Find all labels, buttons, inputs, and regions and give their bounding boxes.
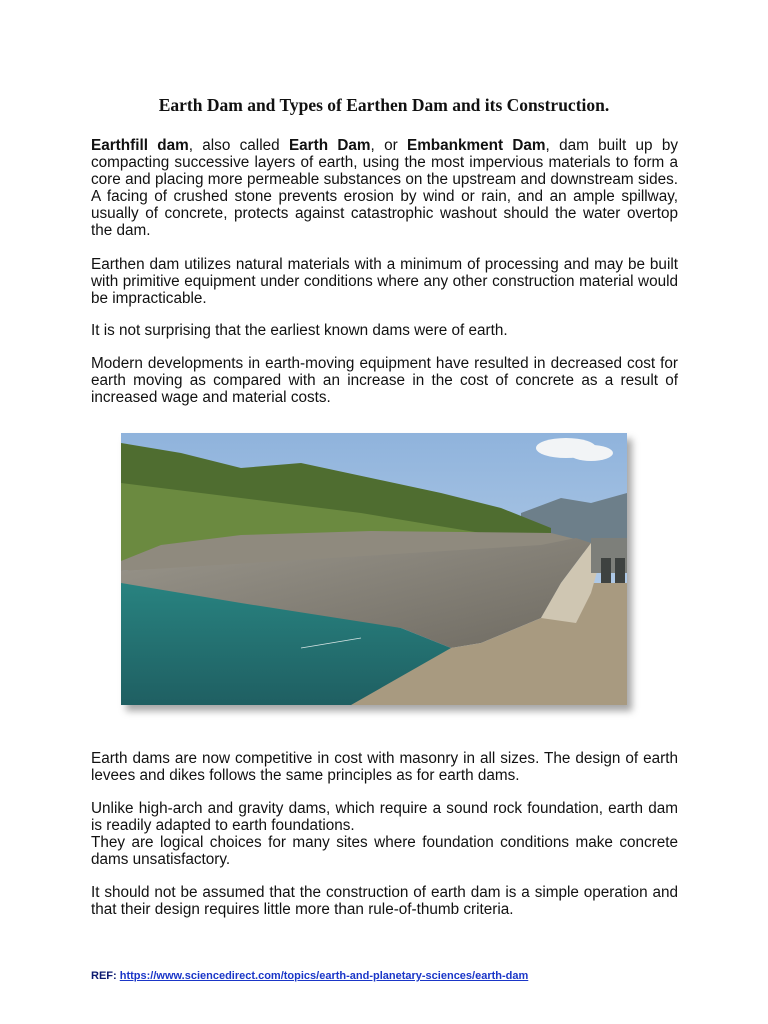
paragraph-intro-text-3: , dam built up by compacting successive layers of earth, using the most impervious materials to form a core and placing more permeable substances on the upstream and downstream sides. A facing of crushed stone prevents erosion by wind or rain, and an ample spillway, usually of concrete, protects against catastrophic washout should the water overtop the dam.	[91, 137, 679, 239]
paragraph-foundations-line-1: Unlike high-arch and gravity dams, which require a sound rock foundation, earth dam is readily adapted to earth foundations.	[91, 800, 678, 834]
paragraph-intro-text-1: , also called	[188, 137, 289, 154]
paragraph-foundations	[91, 800, 678, 868]
term-embankment-dam: Embankment Dam	[407, 137, 546, 154]
paragraph-modern-developments: Modern developments in earth-moving equipment have resulted in decreased cost for earth moving as compared with an increase in the cost of concrete as a result of increased wage and material costs.	[91, 355, 678, 406]
paragraph-intro	[91, 137, 678, 239]
paragraph-competitive-cost: Earth dams are now competitive in cost with masonry in all sizes. The design of earth levees and dikes follows the same principles as for earth dams.	[91, 750, 678, 784]
paragraph-natural-materials: Earthen dam utilizes natural materials with a minimum of processing and may be built with primitive equipment under conditions where any other construction material would be impracticable.	[91, 256, 678, 307]
paragraph-intro-text-2: , or	[370, 137, 407, 154]
reference-link[interactable]: https://www.sciencedirect.com/topics/earth-and-planetary-sciences/earth-dam	[119, 970, 529, 982]
paragraph-earliest-dams: It is not surprising that the earliest known dams were of earth.	[91, 322, 508, 339]
term-earthfill-dam: Earthfill dam	[91, 137, 189, 154]
document-title: Earth Dam and Types of Earthen Dam and its Construction.	[158, 95, 610, 115]
paragraph-foundations-line-2: They are logical choices for many sites where foundation conditions make concrete dams unsatisfactory.	[91, 834, 678, 868]
reference-line	[91, 970, 528, 982]
reference-label: REF:	[91, 970, 120, 982]
paragraph-design-caution: It should not be assumed that the construction of earth dam is a simple operation and that their design requires little more than rule-of-thumb criteria.	[91, 884, 678, 918]
earth-dam-photo	[121, 433, 627, 705]
term-earth-dam: Earth Dam	[288, 137, 371, 154]
